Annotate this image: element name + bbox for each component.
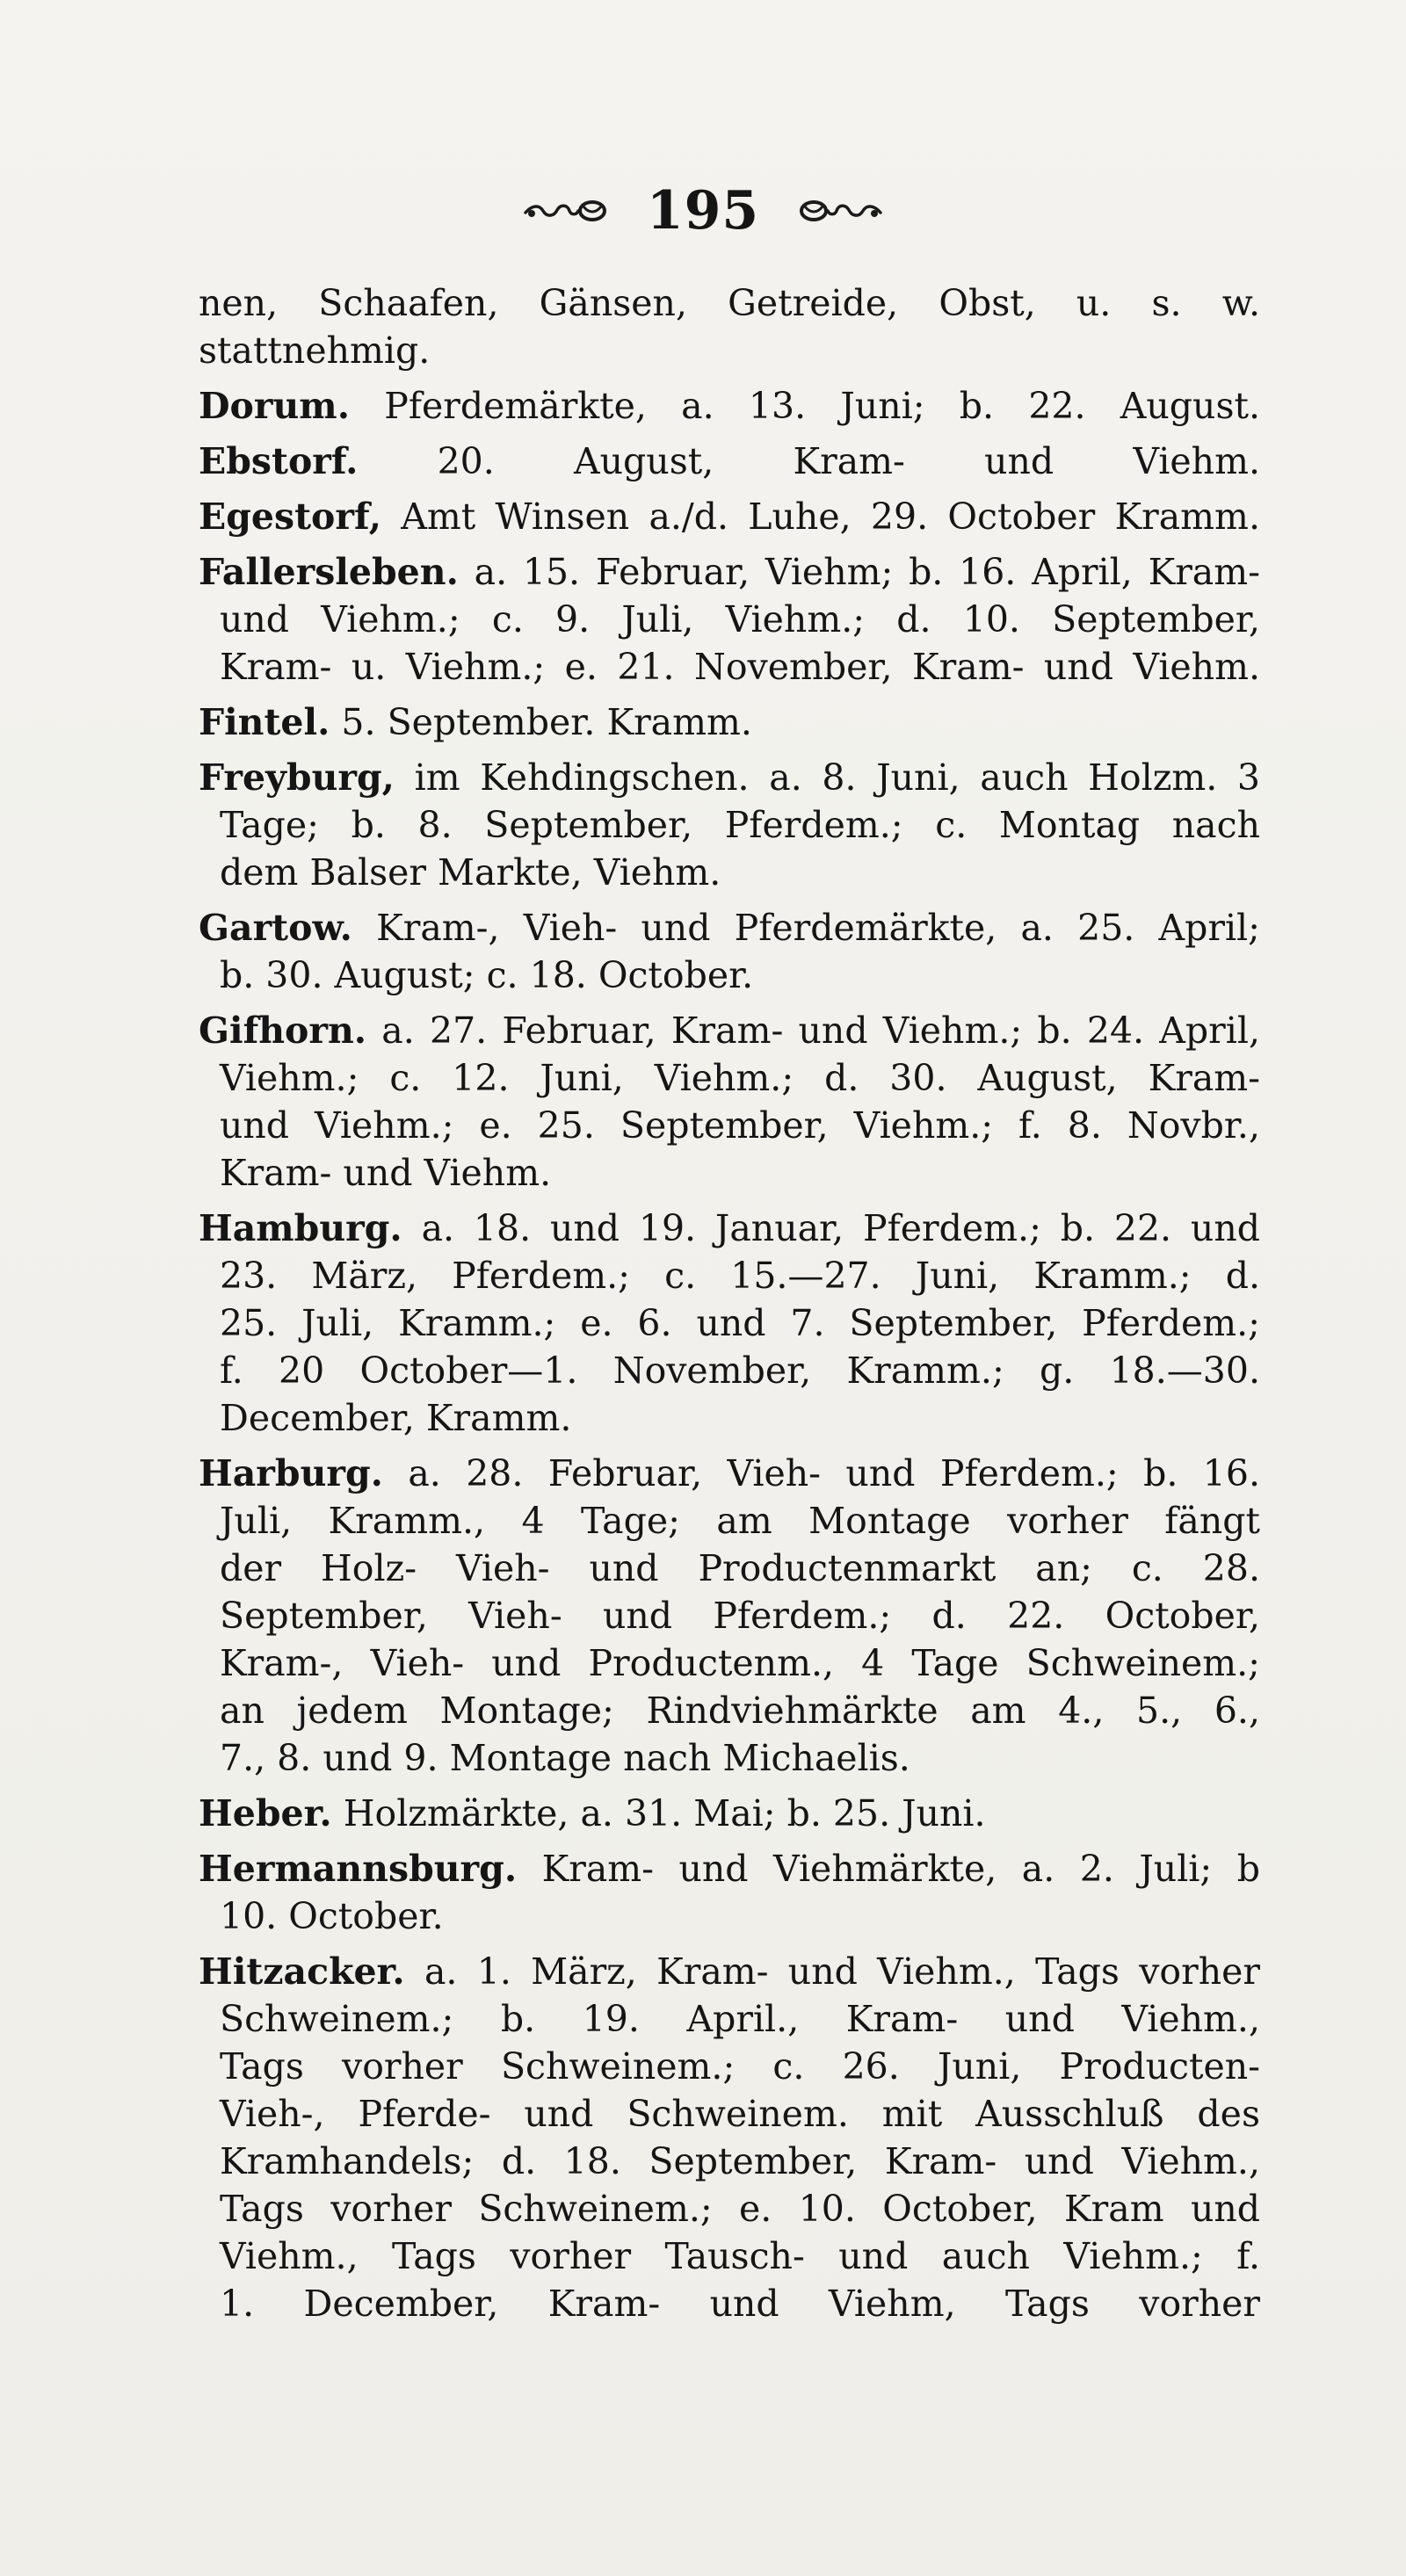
entry-headword: Ebstorf. (199, 440, 359, 482)
text-line: Tags vorher Schweinem.; c. 26. Juni, Producten- (220, 2045, 1260, 2088)
text-line: Tags vorher Schweinem.; e. 10. October, Kram und (220, 2188, 1260, 2230)
text-line: September, Vieh- und Pferdem.; d. 22. October, (220, 1595, 1260, 1637)
entry-line: Hitzacker. a. 1. März, Kram- und Viehm., Tags vorher (199, 1950, 1260, 1993)
text-line: 10. October. (220, 1895, 444, 1937)
entry-headword: Dorum. (199, 385, 350, 427)
text-line: Vieh-, Pferde- und Schweinem. mit Ausschluß des (220, 2093, 1260, 2135)
text-line: 25. Juli, Kramm.; e. 6. und 7. September, Pferdem.; (220, 1302, 1260, 1344)
text-line: Kram-, Vieh- und Productenm., 4 Tage Schweinem.; (220, 1642, 1260, 1684)
text-line: Tage; b. 8. September, Pferdem.; c. Montag nach (220, 804, 1260, 846)
text-line: und Viehm.; c. 9. Juli, Viehm.; d. 10. September, (220, 598, 1260, 640)
text-line: und Viehm.; e. 25. September, Viehm.; f. 8. Novbr., (220, 1104, 1260, 1147)
entry-headword: Egestorf, (199, 496, 381, 538)
text-line: Viehm.; c. 12. Juni, Viehm.; d. 30. August, Kram- (220, 1057, 1260, 1099)
text-line: dem Balser Markte, Viehm. (220, 851, 721, 894)
entry-headword: Fallersleben. (199, 551, 459, 593)
body-text (199, 279, 1260, 2327)
entry-line: Heber. Holzmärkte, a. 31. Mai; b. 25. Juni. (199, 1792, 986, 1834)
entry-headword: Hamburg. (199, 1207, 402, 1249)
text-line: Schweinem.; b. 19. April., Kram- und Viehm., (220, 1998, 1260, 2040)
entry-headword: Hitzacker. (199, 1950, 405, 1993)
entry-line: Freyburg, im Kehdingschen. a. 8. Juni, auch Holzm. 3 (199, 756, 1260, 799)
page-number: 195 (646, 180, 760, 242)
flourish-left-icon (522, 196, 610, 226)
entry-line: Egestorf, Amt Winsen a./d. Luhe, 29. October Kramm. (199, 496, 1260, 538)
entry-line: Gifhorn. a. 27. Februar, Kram- und Viehm.; b. 24. April, (199, 1009, 1260, 1052)
text-line: b. 30. August; c. 18. October. (220, 954, 754, 996)
entry-line: Fintel. 5. September. Kramm. (199, 701, 752, 743)
entry-headword: Harburg. (199, 1452, 383, 1494)
entry-line: Dorum. Pferdemärkte, a. 13. Juni; b. 22. August. (199, 385, 1260, 427)
page-header (0, 176, 1406, 246)
text-line: Viehm., Tags vorher Tausch- und auch Viehm.; f. (220, 2235, 1260, 2277)
entry-headword: Freyburg, (199, 756, 395, 799)
text-line: Kramhandels; d. 18. September, Kram- und Viehm., (220, 2140, 1260, 2182)
text-line: an jedem Montage; Rindviehmärkte am 4., 5., 6., (220, 1690, 1260, 1732)
text-line: Kram- u. Viehm.; e. 21. November, Kram- und Viehm. (220, 646, 1260, 688)
text-line: Kram- und Viehm. (220, 1152, 552, 1194)
entry-line: Hamburg. a. 18. und 19. Januar, Pferdem.; b. 22. und (199, 1207, 1260, 1249)
entry-line: Gartow. Kram-, Vieh- und Pferdemärkte, a. 25. April; (199, 907, 1260, 949)
text-line: 23. März, Pferdem.; c. 15.—27. Juni, Kramm.; d. (220, 1255, 1260, 1297)
entry-headword: Gifhorn. (199, 1009, 367, 1052)
text-line: der Holz- Vieh- und Productenmarkt an; c. 28. (220, 1547, 1260, 1589)
entry-headword: Hermannsburg. (199, 1848, 518, 1890)
entry-headword: Fintel. (199, 701, 330, 743)
text-line: 7., 8. und 9. Montage nach Michaelis. (220, 1737, 910, 1779)
entry-headword: Heber. (199, 1792, 332, 1834)
entry-line: Fallersleben. a. 15. Februar, Viehm; b. 16. April, Kram- (199, 551, 1260, 593)
text-line: 1. December, Kram- und Viehm, Tags vorher (220, 2283, 1260, 2325)
text-line: stattnehmig. (199, 329, 431, 372)
text-line: December, Kramm. (220, 1397, 572, 1439)
entry-line: Hermannsburg. Kram- und Viehmärkte, a. 2. Juli; b (199, 1848, 1260, 1890)
flourish-right-icon (796, 196, 884, 226)
entry-line: Ebstorf. 20. August, Kram- und Viehm. (199, 440, 1260, 482)
text-line: nen, Schaafen, Gänsen, Getreide, Obst, u. s. w. (199, 282, 1260, 324)
entry-headword: Gartow. (199, 907, 352, 949)
text-line: Juli, Kramm., 4 Tage; am Montage vorher fängt (220, 1500, 1260, 1542)
entry-line: Harburg. a. 28. Februar, Vieh- und Pferdem.; b. 16. (199, 1452, 1260, 1494)
text-line: f. 20 October—1. November, Kramm.; g. 18.—30. (220, 1350, 1260, 1392)
